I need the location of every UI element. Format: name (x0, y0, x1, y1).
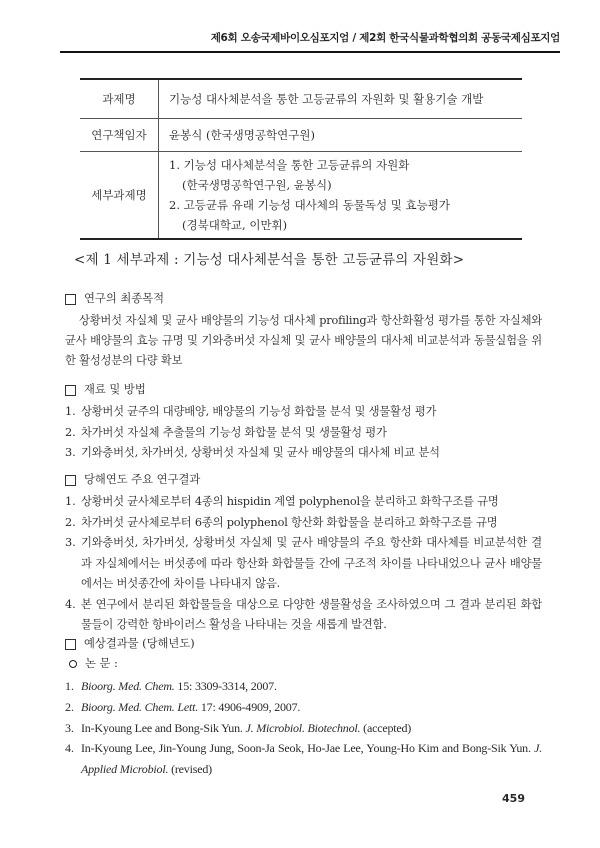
row-label: 연구책임자 (80, 119, 159, 152)
section-heading (65, 380, 542, 400)
subproject-line: 1. 기능성 대사체분석을 통한 고등균류의 자원화 (169, 158, 410, 172)
project-title-value: 기능성 대사체분석을 통한 고등균류의 자원화 및 활용기술 개발 (169, 92, 484, 106)
heading-text: 당해연도 주요 연구결과 (84, 473, 201, 486)
subproject-line: 2. 고등균류 유래 기능성 대사체의 동물독성 및 효능평가 (169, 198, 450, 212)
list-item: 4. 본 연구에서 분리된 화합물들을 대상으로 다양한 생물활성을 조사하였으며 그 결과 분리된 화합물들이 강력한 항바이러스 활성을 나타내는 것을 새롭게 발견함. (65, 597, 542, 631)
list-item: 2. 차가버섯 자실체 추출물의 기능성 화합물 분석 및 생물활성 평가 (65, 425, 387, 439)
heading-text: 재료 및 방법 (84, 383, 146, 396)
project-info-table (80, 78, 522, 240)
goal-section (65, 289, 542, 371)
heading-text: 예상결과물 (당해년도) (84, 637, 195, 650)
reference-item: 3. In-Kyoung Lee and Bong-Sik Yun. J. Microbiol. Biotechnol. (accepted) (65, 720, 412, 735)
list-item: 2. 차가버섯 균사체로부터 6종의 polyphenol 항산화 화합물을 분리하고 화학구조를 규명 (65, 515, 498, 529)
materials-section (65, 380, 542, 464)
goal-paragraph: 상황버섯 자실체 및 균사 배양물의 기능성 대사체 profiling과 항산화활성 평가를 통한 자실체와 균사 배양물의 효능 규명 및 기와층버섯 자실체 및 균사 배양물의 대사체 비교분석과 동물실험을 위한 활성성분의 다량 확보 (65, 314, 542, 367)
principal-investigator-value: 윤봉식 (한국생명공학연구원) (159, 119, 523, 152)
list-item: 1. 상황버섯 균사체로부터 4종의 hispidin 계열 polyphenol을 분리하고 화학구조를 규명 (65, 495, 499, 508)
section-heading (65, 634, 542, 654)
subproject-line: (한국생명공학연구원, 윤봉식) (182, 178, 332, 192)
checkbox-square-icon (65, 639, 76, 650)
list-item: 3. 기와층버섯, 차가버섯, 상황버섯 자실체 및 균사 배양물의 대사체 비교 분석 (65, 446, 440, 459)
running-header: 제6회 오송국제바이오심포지엄 / 제2회 한국식물과학협의회 공동국제심포지엄 (60, 30, 560, 53)
subproject-list (159, 152, 523, 240)
results-section (65, 470, 542, 636)
row-label: 세부과제명 (80, 152, 159, 240)
reference-item: 1. Bioorg. Med. Chem. 15: 3309-3314, 2007. (65, 679, 277, 693)
section-heading (65, 289, 542, 309)
heading-text: 연구의 최종목적 (84, 292, 164, 305)
bullet-text: 논 문 : (85, 657, 118, 670)
subproject-line: (경북대학교, 이만휘) (182, 218, 288, 232)
checkbox-square-icon (65, 475, 76, 486)
section-heading (65, 470, 542, 490)
circle-bullet-icon (69, 660, 77, 668)
outputs-section (65, 634, 542, 780)
table-row (80, 119, 522, 152)
checkbox-square-icon (65, 385, 76, 396)
list-item: 1. 상황버섯 균주의 대량배양, 배양물의 기능성 화합물 분석 및 생물활성 평가 (65, 405, 437, 418)
page-number: 459 (502, 792, 525, 805)
reference-item: 2. Bioorg. Med. Chem. Lett. 17: 4906-4909, 2007. (65, 699, 301, 714)
table-row (80, 152, 522, 240)
checkbox-square-icon (65, 294, 76, 305)
table-row (80, 79, 522, 119)
row-label: 과제명 (80, 79, 159, 119)
papers-bullet (65, 654, 542, 674)
section-title: <제 1 세부과제 : 기능성 대사체분석을 통한 고등균류의 자원화> (74, 252, 465, 268)
reference-item: 4. In-Kyoung Lee, Jin-Young Jung, Soon-Ja Seok, Ho-Jae Lee, Young-Ho Kim and Bong-Sik Yun. J. Applied Microbiol. (revised) (65, 741, 542, 777)
list-item: 3. 기와층버섯, 차가버섯, 상황버섯 자실체 및 균사 배양물의 주요 항산화 대사체를 비교분석한 결과 자실체에서는 버섯종에 따라 항산화 화합물들 간에 구조적 차이를 나타내었으나 균사 배양물에서는 버섯종간에 차이를 나타내지 않음. (65, 536, 542, 590)
